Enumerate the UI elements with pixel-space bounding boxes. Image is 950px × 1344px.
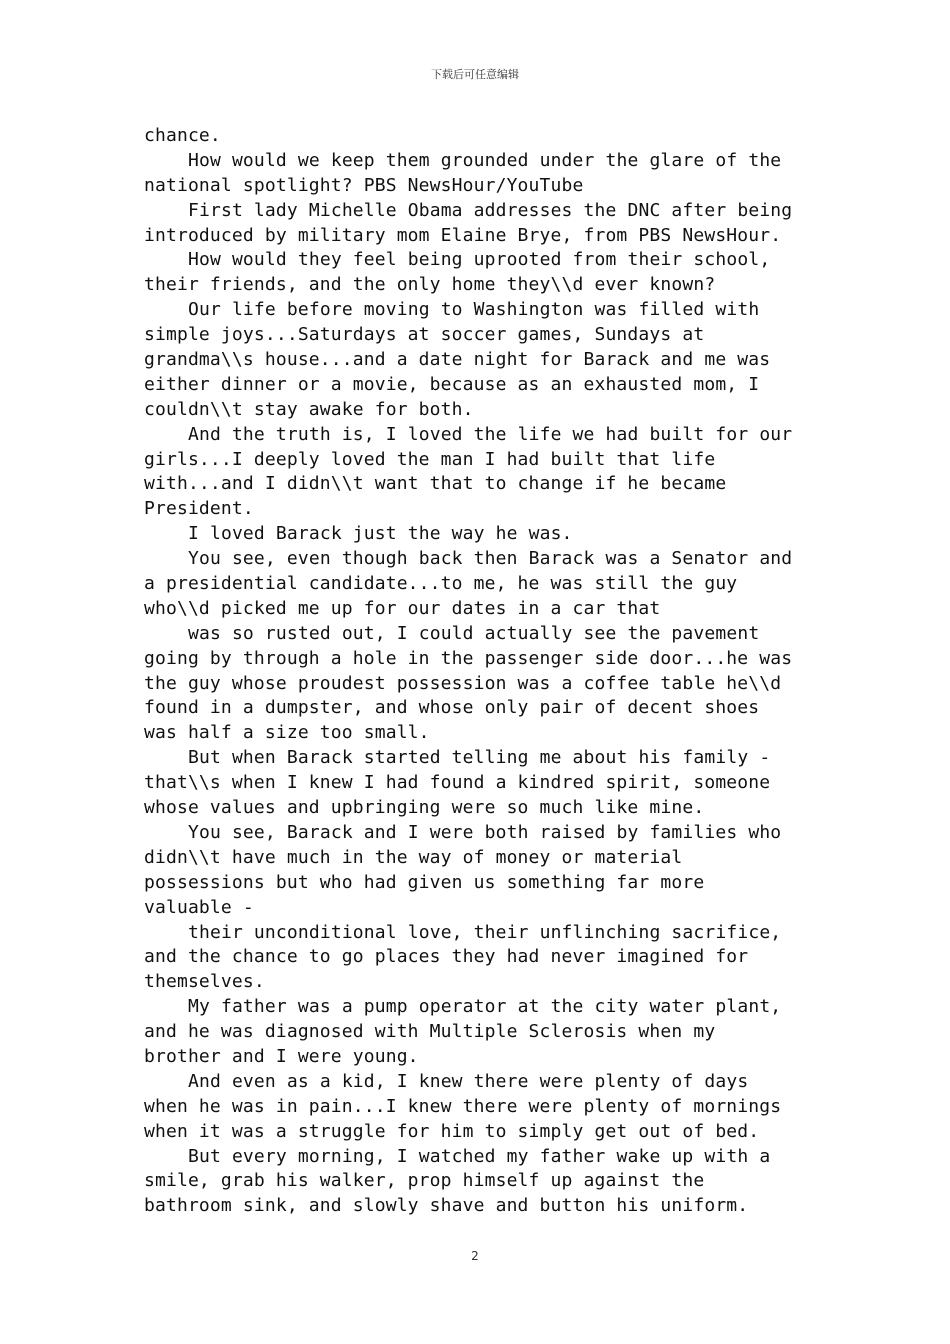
text-line: bathroom sink, and slowly shave and button his uniform.	[144, 1195, 749, 1217]
text-line: either dinner or a movie, because as an exhausted mom, I	[144, 373, 760, 395]
text-line: couldn\\t stay awake for both.	[144, 398, 474, 420]
text-line: valuable -	[144, 896, 254, 918]
text-line: girls...I deeply loved the man I had built that life	[144, 448, 716, 470]
text-line: You see, Barack and I were both raised by families who	[188, 821, 782, 843]
text-line: going by through a hole in the passenger side door...he was	[144, 647, 793, 669]
document-body	[144, 124, 824, 1219]
text-line: was so rusted out, I could actually see the pavement	[188, 622, 760, 644]
text-line: And even as a kid, I knew there were plenty of days	[188, 1070, 749, 1092]
text-line: How would we keep them grounded under the glare of the	[188, 149, 782, 171]
text-line: But when Barack started telling me about his family -	[188, 747, 771, 769]
text-line: grandma\\s house...and a date night for Barack and me was	[144, 349, 771, 371]
text-line: First lady Michelle Obama addresses the DNC after being	[188, 199, 793, 221]
text-line: that\\s when I knew I had found a kindred spirit, someone	[144, 772, 771, 794]
text-line: chance.	[144, 125, 221, 146]
text-line: found in a dumpster, and whose only pair of decent shoes	[144, 697, 760, 719]
text-line: possessions but who had given us something far more	[144, 871, 705, 893]
text-line: My father was a pump operator at the city water plant,	[188, 996, 782, 1018]
text-line: themselves.	[144, 971, 265, 993]
text-line: national spotlight? PBS NewsHour/YouTube	[144, 174, 584, 196]
text-line: when it was a struggle for him to simply get out of bed.	[144, 1120, 760, 1142]
text-line: whose values and upbringing were so much like mine.	[144, 797, 705, 819]
text-line: didn\\t have much in the way of money or material	[144, 846, 683, 868]
text-line: with...and I didn\\t want that to change if he became	[144, 473, 727, 495]
text-line: introduced by military mom Elaine Brye, from PBS NewsHour.	[144, 224, 782, 246]
text-line: was half a size too small.	[144, 722, 430, 744]
text-line: simple joys...Saturdays at soccer games, Sundays at	[144, 324, 705, 346]
text-line: and he was diagnosed with Multiple Sclerosis when my	[144, 1021, 716, 1043]
text-line: How would they feel being uprooted from their school,	[188, 249, 771, 271]
page-number: 2	[471, 1249, 479, 1263]
text-line: smile, grab his walker, prop himself up against the	[144, 1170, 705, 1192]
text-line: a presidential candidate...to me, he was still the guy	[144, 573, 738, 595]
page-header: 下载后可任意编辑	[431, 68, 519, 81]
text-line: You see, even though back then Barack was a Senator and	[188, 548, 793, 570]
text-line: brother and I were young.	[144, 1045, 419, 1067]
text-line: their friends, and the only home they\\d ever known?	[144, 274, 716, 296]
text-line: President.	[144, 498, 254, 520]
text-line: who\\d picked me up for our dates in a car that	[144, 597, 661, 619]
text-line: their unconditional love, their unflinching sacrifice,	[188, 921, 782, 943]
text-line: the guy whose proudest possession was a coffee table he\\d	[144, 672, 782, 694]
text-line: and the chance to go places they had never imagined for	[144, 946, 749, 968]
text-line: I loved Barack just the way he was.	[188, 523, 573, 545]
text-line: And the truth is, I loved the life we had built for our	[188, 423, 793, 445]
text-line: when he was in pain...I knew there were plenty of mornings	[144, 1095, 782, 1117]
text-line: Our life before moving to Washington was filled with	[188, 299, 760, 321]
text-line: But every morning, I watched my father wake up with a	[188, 1145, 771, 1167]
